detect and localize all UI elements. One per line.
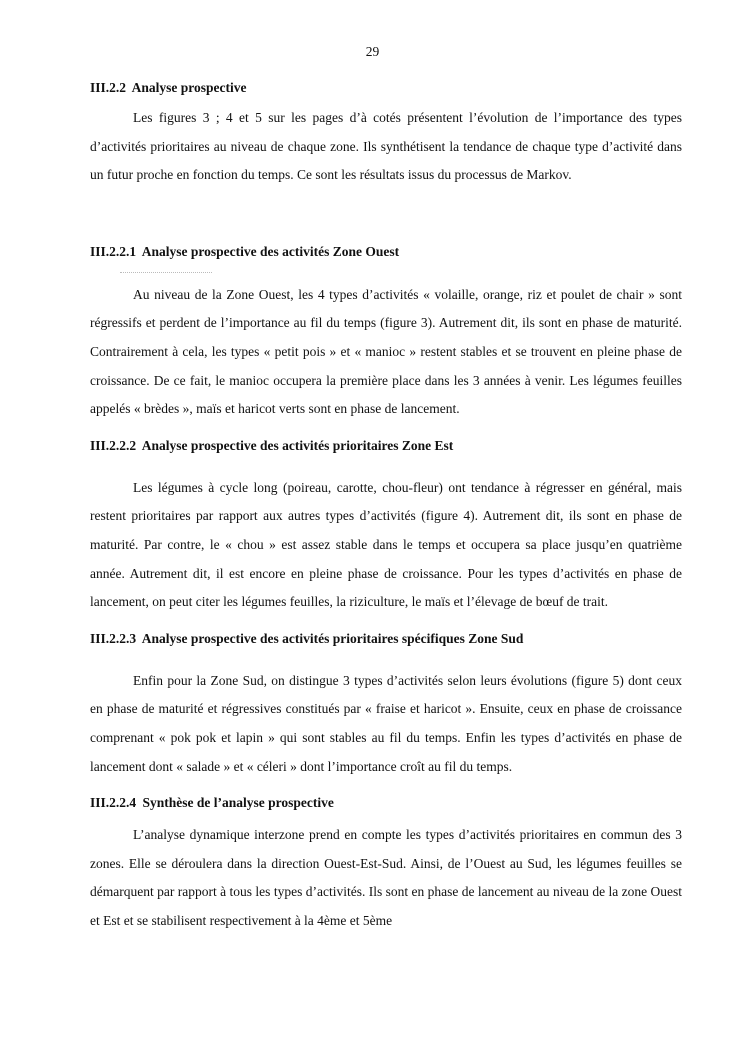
subsection-number: III.2.2.4 <box>90 795 137 811</box>
dotted-rule <box>120 272 212 273</box>
document-body <box>90 78 682 935</box>
subsection-title: Analyse prospective des activités Zone Ouest <box>141 243 400 259</box>
section-title: Analyse prospective <box>131 80 247 95</box>
subsection-title: Analyse prospective des activités prioritaires spécifiques Zone Sud <box>141 630 524 646</box>
subsection-title: Analyse prospective des activités prioritaires Zone Est <box>141 437 454 453</box>
page-number: 29 <box>365 44 380 59</box>
paragraph-synthese: L’analyse dynamique interzone prend en compte les types d’activités prioritaires en commun des 3 zones. Elle se déroulera dans la direction Ouest-Est-Sud. Ainsi, de l’Ouest au Sud, les légumes feuilles se démarquent par rapport à tous les types d’activités. Ils sont en phase de lancement au niveau de la zone Ouest et Est et se stabilisent respectivement à la 4ème et 5ème <box>90 827 682 928</box>
subsection-heading-zone-est <box>90 436 682 456</box>
subsection-heading-synthese <box>90 793 682 813</box>
subsection-number: III.2.2.2 <box>90 437 137 453</box>
subsection-heading-zone-sud <box>90 629 682 649</box>
paragraph-zone-est: Les légumes à cycle long (poireau, carotte, chou-fleur) ont tendance à régresser en général, mais restent prioritaires par rapport aux autres types d’activités (figure 4). Autrement dit, ils sont en phase de maturité. Par contre, le « chou » est assez stable dans le temps et occupera sa place jusqu’en quatrième année. Autrement dit, il est encore en pleine phase de croissance. Pour les types d’activités en phase de lancement, on peut citer les légumes feuilles, la riziculture, le maïs et l’élevage de bœuf de trait. <box>90 479 682 610</box>
subsection-title: Synthèse de l’analyse prospective <box>142 795 334 811</box>
subsection-heading-zone-ouest <box>90 242 682 262</box>
section-paragraph: Les figures 3 ; 4 et 5 sur les pages d’à cotés présentent l’évolution de l’importance des types d’activités prioritaires au niveau de chaque zone. Ils synthétisent la tendance de chaque type d’activité dans un futur proche en fonction du temps. Ce sont les résultats issus du processus de Markov. <box>90 110 682 183</box>
section-heading-analyse-prospective <box>90 78 682 98</box>
subsection-number: III.2.2.1 <box>90 243 137 259</box>
paragraph-zone-ouest: Au niveau de la Zone Ouest, les 4 types d’activités « volaille, orange, riz et poulet de chair » sont régressifs et perdent de l’importance au fil du temps (figure 3). Autrement dit, ils sont en phase de maturité. Contrairement à cela, les types « petit pois » et « manioc » restent stables et se trouvent en pleine phase de croissance. De ce fait, le manioc occupera la première place dans les 3 années à venir. Les légumes feuilles appelés « brèdes », maïs et haricot verts sont en phase de lancement. <box>90 286 682 417</box>
section-number: III.2.2 <box>90 80 127 95</box>
paragraph-zone-sud: Enfin pour la Zone Sud, on distingue 3 types d’activités selon leurs évolutions (figure 5) dont ceux en phase de maturité et régressives constitués par « fraise et haricot ». Ensuite, ceux en phase de croissance comprenant « pok pok et lapin » qui sont stables au fil du temps. Enfin les types d’activités en phase de lancement dont « salade » et « céleri » dont l’importance croît au fil du temps. <box>90 672 682 774</box>
subsection-number: III.2.2.3 <box>90 630 137 646</box>
